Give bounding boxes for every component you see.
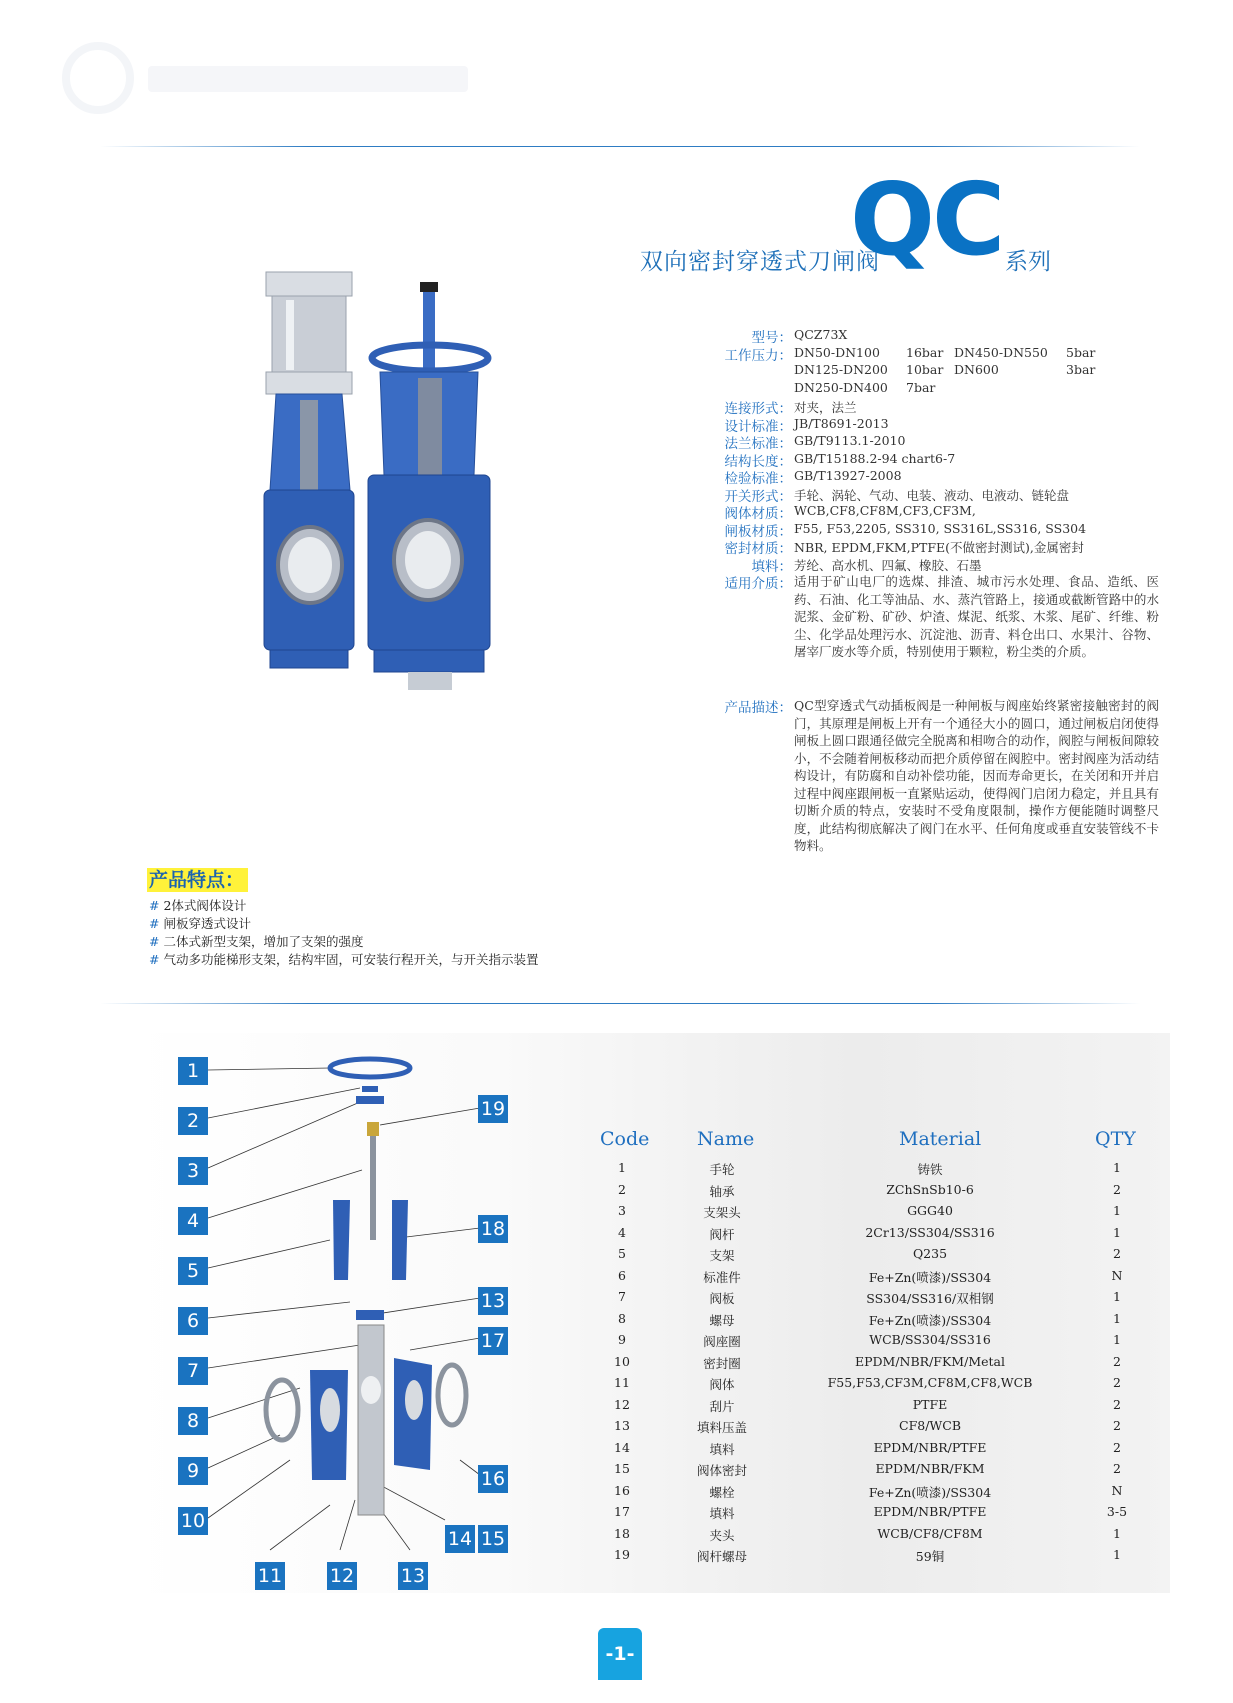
pneumatic-valve-icon: [264, 272, 354, 668]
col-header-qty: QTY: [1095, 1128, 1136, 1150]
stem-nut-icon: [367, 1122, 379, 1136]
cell-material: WCB/SS304/SS316: [869, 1332, 991, 1347]
spec-desc-value: QC型穿透式气动插板阀是一种闸板与阀座始终紧密接触密封的阀门，其原理是闸板上开有一个通径大小的圆口，通过闸板启闭使得闸板上圆口跟通径做完全脱离和相吻合的动作，阀腔与闸板间隙较小，不会随着闸板移动而把介质停留在阀腔中。密封阀座为活动结构设计，有防腐和自动补偿功能，因而寿命更长，在关闭和开并启过程中阀座跟闸板一直紧贴运动，使得阀门启闭力稳定，并且具有切断介质的特点，安装时不受角度限制，操作方便能随时调整尺度，此结构彻底解决了阀门在水平、任何角度或垂直安装管线不卡物料。: [794, 698, 1159, 853]
cell-material: ZChSnSb10-6: [886, 1181, 974, 1197]
callout-tag: 13: [398, 1562, 428, 1590]
col-header-material: Material: [899, 1128, 982, 1150]
spec-connection-value: 对夹，法兰: [794, 400, 857, 415]
callout-tag: 14: [445, 1525, 475, 1553]
pressure-bar: 16bar: [906, 345, 944, 360]
cell-name: 填料压盖: [696, 1420, 747, 1435]
spec-seal-label: 密封材质：: [724, 541, 792, 557]
callout-tag: 15: [478, 1525, 508, 1553]
cell-qty: 2: [1113, 1396, 1121, 1412]
callout-tag: 13: [478, 1287, 508, 1315]
cell-code: 13: [614, 1418, 630, 1433]
cell-name: 螺栓: [709, 1484, 735, 1500]
callout-tag: 18: [478, 1215, 508, 1243]
cell-code: 14: [614, 1439, 630, 1455]
callout-tag: 17: [478, 1327, 508, 1355]
cell-name: 夹头: [709, 1527, 735, 1543]
cell-qty: 1: [1113, 1160, 1121, 1175]
spec-body-value: WCB,CF8,CF8M,CF3,CF3M,: [794, 503, 976, 518]
pressure-range: DN125-DN200: [794, 362, 888, 377]
cell-material: Fe+Zn(喷漆)/SS304: [868, 1269, 992, 1285]
pressure-range: DN600: [954, 362, 999, 377]
spec-inspect-value: GB/T13927-2008: [794, 468, 902, 483]
cell-name: 刮片: [709, 1398, 735, 1414]
cell-name: 支架: [709, 1248, 735, 1263]
callout-tag: 12: [327, 1562, 357, 1590]
cell-qty: N: [1111, 1482, 1123, 1498]
page-number: -1-: [598, 1628, 642, 1680]
cell-code: 5: [618, 1246, 626, 1261]
cell-code: 1: [618, 1160, 626, 1175]
spec-length-label: 结构长度：: [724, 454, 792, 470]
stem-icon: [370, 1130, 376, 1240]
cell-name: 阀杆: [709, 1226, 735, 1242]
spec-connection-label: 连接形式：: [724, 401, 792, 417]
cell-material: F55,F53,CF3M,CF8M,CF8,WCB: [827, 1375, 1033, 1390]
spec-media-label: 适用介质：: [724, 576, 792, 592]
callout-tag: 11: [255, 1562, 285, 1590]
cell-material: CF8/WCB: [899, 1418, 961, 1433]
logo-watermark-icon: [58, 38, 478, 118]
cell-qty: 3-5: [1106, 1504, 1128, 1519]
gland-icon: [356, 1310, 384, 1320]
callout-tag: 1: [178, 1057, 208, 1085]
cell-name: 螺母: [709, 1312, 735, 1328]
cell-qty: 2: [1113, 1439, 1121, 1455]
spec-packing-label: 填料：: [751, 559, 792, 575]
cell-qty: 1: [1113, 1525, 1121, 1541]
spec-model-value: QCZ73X: [794, 327, 848, 342]
cell-code: 18: [614, 1525, 630, 1541]
cell-qty: 2: [1113, 1181, 1121, 1197]
cell-material: 59铜: [915, 1549, 945, 1564]
callout-tag: 10: [178, 1507, 208, 1535]
cell-qty: 2: [1113, 1246, 1121, 1261]
pressure-bar: 5bar: [1066, 345, 1096, 360]
cell-material: EPDM/NBR/FKM/Metal: [854, 1353, 1005, 1369]
cell-qty: N: [1111, 1267, 1123, 1283]
handwheel-icon: [330, 1059, 410, 1077]
cell-code: 10: [614, 1353, 630, 1369]
cell-material: EPDM/NBR/FKM: [875, 1461, 985, 1476]
cell-name: 轴承: [709, 1183, 735, 1199]
cell-name: 阀座圈: [703, 1334, 741, 1349]
cell-code: 2: [618, 1181, 626, 1197]
bracket-right-icon: [392, 1200, 408, 1280]
cell-code: 3: [618, 1203, 626, 1218]
title-cn: 双向密封穿透式刀闸阀: [640, 249, 880, 275]
cell-code: 19: [614, 1547, 630, 1562]
pressure-range: DN450-DN550: [954, 345, 1048, 360]
feature-item: # 2体式阀体设计: [149, 898, 247, 913]
spec-switch-value: 手轮、涡轮、气动、电装、液动、电液动、链轮盘: [794, 488, 1070, 503]
spec-gate-label: 闸板材质：: [724, 524, 792, 540]
cell-material: Q235: [912, 1246, 948, 1261]
cell-material: Fe+Zn(喷漆)/SS304: [868, 1484, 992, 1500]
callout-tag: 19: [478, 1095, 508, 1123]
cell-material: GGG40: [907, 1203, 953, 1218]
spec-media-value: 适用于矿山电厂的选煤、排渣、城市污水处理、食品、造纸、医药、石油、化工等油品、水、蒸汽管路上，接通或截断管路中的水泥浆、金矿粉、矿砂、炉渣、煤泥、纸浆、木浆、尾矿、纤维、粉尘、化学品处理污水、沉淀池、沥青、料仓出口、水果汁、谷物、屠宰厂废水等介质，特别使用于颗粒，粉尘类的介质。: [794, 574, 1159, 659]
cell-name: 填料: [709, 1441, 735, 1457]
cell-qty: 1: [1113, 1289, 1121, 1304]
cell-material: Fe+Zn(喷漆)/SS304: [868, 1312, 992, 1328]
spec-switch-label: 开关形式：: [724, 489, 792, 505]
spec-model-label: 型号：: [751, 330, 792, 346]
spec-body-label: 阀体材质：: [724, 506, 792, 522]
cell-qty: 1: [1113, 1332, 1121, 1347]
cell-code: 4: [618, 1224, 626, 1240]
cell-material: EPDM/NBR/PTFE: [873, 1439, 987, 1455]
feature-item: # 气动多功能梯形支架，结构牢固，可安装行程开关，与开关指示装置: [149, 952, 539, 967]
cell-material: PTFE: [912, 1396, 948, 1412]
cell-qty: 1: [1113, 1547, 1121, 1562]
col-header-code: Code: [600, 1128, 650, 1150]
cell-code: 17: [614, 1504, 630, 1519]
spec-seal-value: NBR, EPDM,FKM,PTFE(不做密封测试),金属密封: [794, 540, 1084, 555]
cell-name: 阀杆螺母: [696, 1549, 747, 1564]
cell-qty: 2: [1113, 1461, 1121, 1476]
cell-code: 16: [614, 1482, 630, 1498]
cell-material: SS304/SS316/双相钢: [866, 1291, 994, 1306]
spec-design-value: JB/T8691-2013: [794, 416, 889, 431]
cell-qty: 1: [1113, 1203, 1121, 1218]
callout-tag: 5: [178, 1257, 208, 1285]
spec-pressure-label: 工作压力：: [724, 348, 792, 364]
cell-code: 15: [614, 1461, 630, 1476]
cell-code: 6: [618, 1267, 626, 1283]
pressure-range: DN50-DN100: [794, 345, 880, 360]
cell-qty: 2: [1113, 1353, 1121, 1369]
callout-tag: 6: [178, 1307, 208, 1335]
spec-inspect-label: 检验标准：: [724, 471, 792, 487]
pressure-bar: 3bar: [1066, 362, 1096, 377]
cell-qty: 2: [1113, 1375, 1121, 1390]
feature-item: # 闸板穿透式设计: [149, 916, 251, 931]
bracket-left-icon: [333, 1200, 350, 1280]
cell-name: 阀板: [709, 1291, 735, 1306]
col-header-name: Name: [697, 1128, 755, 1150]
title-series: 系列: [1005, 249, 1051, 275]
spec-length-value: GB/T15188.2-94 chart6-7: [794, 451, 956, 466]
pressure-range: DN250-DN400: [794, 380, 888, 395]
cell-qty: 2: [1113, 1418, 1121, 1433]
cell-name: 填料: [709, 1506, 735, 1521]
cell-code: 7: [618, 1289, 626, 1304]
cell-name: 阀体: [709, 1377, 735, 1392]
spec-gate-value: F55, F53,2205, SS310, SS316L,SS316, SS304: [794, 521, 1087, 536]
handwheel-valve-icon: [368, 282, 490, 690]
spec-packing-value: 芳纶、高水机、四氟、橡胶、石墨: [794, 558, 982, 573]
cell-code: 12: [614, 1396, 630, 1412]
top-divider: [100, 146, 1140, 147]
cell-material: 铸铁: [917, 1162, 943, 1177]
cell-code: 9: [618, 1332, 626, 1347]
features-title: 产品特点：: [147, 868, 248, 892]
seat-ring-icon: [266, 1380, 298, 1440]
feature-item: # 二体式新型支架，增加了支架的强度: [149, 934, 364, 949]
gate-plate-icon: [358, 1325, 384, 1515]
cell-code: 8: [618, 1310, 626, 1326]
callout-tag: 9: [178, 1457, 208, 1485]
bearing-icon: [362, 1086, 378, 1092]
cell-qty: 1: [1113, 1310, 1121, 1326]
callout-tag: 16: [478, 1465, 508, 1493]
spec-design-label: 设计标准：: [724, 419, 792, 435]
middle-divider: [100, 1003, 1140, 1004]
exploded-view-diagram: [170, 1040, 520, 1580]
bracket-head-icon: [356, 1096, 384, 1104]
cell-name: 密封圈: [703, 1355, 741, 1371]
spec-flange-label: 法兰标准：: [724, 436, 792, 452]
callout-tag: 3: [178, 1157, 208, 1185]
cell-name: 阀体密封: [696, 1463, 747, 1478]
cell-name: 支架头: [703, 1205, 741, 1220]
callout-tag: 2: [178, 1107, 208, 1135]
seal-ring-icon: [438, 1365, 466, 1425]
cell-name: 标准件: [703, 1269, 741, 1285]
callout-tag: 7: [178, 1357, 208, 1385]
pressure-bar: 7bar: [906, 380, 936, 395]
cell-name: 手轮: [709, 1162, 735, 1177]
title-model: QC: [850, 161, 1003, 278]
cell-material: 2Cr13/SS304/SS316: [865, 1224, 995, 1240]
pressure-bar: 10bar: [906, 362, 944, 377]
cell-material: WCB/CF8/CF8M: [877, 1525, 983, 1541]
spec-flange-value: GB/T9113.1-2010: [794, 433, 906, 448]
cell-qty: 1: [1113, 1224, 1121, 1240]
spec-desc-label: 产品描述：: [724, 700, 792, 716]
cell-material: EPDM/NBR/PTFE: [873, 1504, 987, 1519]
valve-product-image: [250, 260, 510, 760]
callout-tag: 8: [178, 1407, 208, 1435]
callout-tag: 4: [178, 1207, 208, 1235]
cell-code: 11: [614, 1375, 630, 1390]
